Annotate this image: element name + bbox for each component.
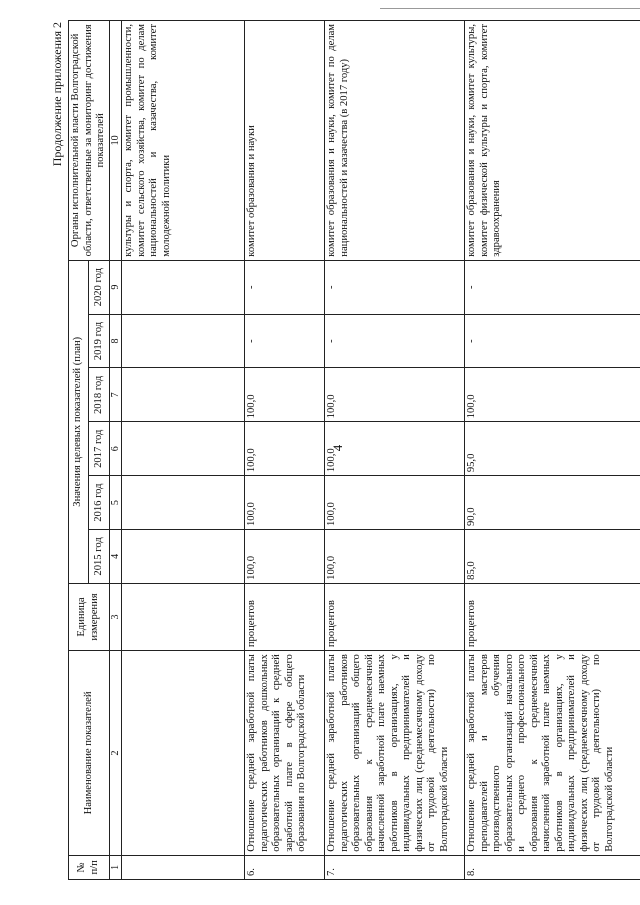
indicator-name: Отношение средней заработной платы педагогических работников дошкольных образовательных организаций к средней заработной плате в сфере общего образования по Волгоградской области [245,651,325,856]
column-number: 2 [109,651,122,856]
value-cell: 100,0 [245,530,325,584]
header-targets-group: Значения целевых показателей (план) [69,260,89,583]
indicators-table [68,20,640,880]
table-row [325,21,465,880]
table-row-continued [122,21,245,880]
value-cell: 100,0 [245,422,325,476]
header-year: 2018 год [89,368,109,422]
table-row [245,21,325,880]
value-cell: - [245,314,325,368]
rotated-page [50,20,635,880]
unit-cell: процентов [245,583,325,650]
org-cell: комитет образования и науки [245,21,325,261]
row-number: 6. [245,855,325,879]
column-number: 6 [109,422,122,476]
header-year: 2019 год [89,314,109,368]
header-org: Органы исполнительной власти Волгоградской области, ответственные за мониторинг достижения показателей [69,21,110,261]
row-number: 7. [325,855,465,879]
column-number: 1 [109,855,122,879]
header-unit: Единица измерения [69,583,110,650]
value-cell: 85,0 [465,530,640,584]
value-cell: 95,0 [465,422,640,476]
column-number: 9 [109,260,122,314]
indicator-name: Отношение средней заработной платы преподавателей и мастеров производственного обучения образовательных организаций начального и среднего профессионального образования к среднемесячной начисленной заработной плате наемных работников в организациях, у индивидуальных предпринимателей и физических лиц (среднемесячному доходу от трудовой деятельности) по Волгоградской области [465,651,640,856]
column-number: 3 [109,583,122,650]
column-number: 7 [109,368,122,422]
top-rule [380,8,640,9]
header-year: 2016 год [89,476,109,530]
value-cell: - [325,260,465,314]
value-cell: - [325,314,465,368]
unit-cell: процентов [325,583,465,650]
column-numbers-row [109,21,122,880]
header-year: 2017 год [89,422,109,476]
value-cell: 100,0 [325,422,465,476]
value-cell: 100,0 [245,368,325,422]
unit-cell: процентов [465,583,640,650]
value-cell: 100,0 [465,368,640,422]
header-year: 2015 год [89,530,109,584]
value-cell: - [465,314,640,368]
header-no: № п/п [69,855,110,879]
header-name: Наименование показателей [69,651,110,856]
value-cell: 100,0 [325,368,465,422]
value-cell: 90,0 [465,476,640,530]
org-cell: комитет образования и науки, комитет по делам национальностей и казачества (в 2017 году) [325,21,465,261]
table-row [465,21,640,880]
column-number: 8 [109,314,122,368]
value-cell: - [465,260,640,314]
indicator-name: Отношение средней заработной платы педагогических работников образовательных организаций общего образования к среднемесячной начисленной заработной плате наемных работников в организациях, у индивидуальных предпринимателей и физических лиц (среднемесячному доходу от трудовой деятельности) по Волгоградской области [325,651,465,856]
row-number: 8. [465,855,640,879]
continuation-label: Продолжение приложения 2 [50,22,64,167]
page-number: 4 [330,444,345,452]
value-cell: 100,0 [325,530,465,584]
header-row-1 [69,21,89,880]
column-number: 4 [109,530,122,584]
column-number: 5 [109,476,122,530]
org-cell: культуры и спорта, комитет промышленности, комитет сельского хозяйства, комитет по делам национальностей и казачества, комитет молодежной политики [122,21,245,261]
value-cell: - [245,260,325,314]
value-cell: 100,0 [245,476,325,530]
column-number: 10 [109,21,122,261]
value-cell: 100,0 [325,476,465,530]
header-year: 2020 год [89,260,109,314]
org-cell: комитет образования и науки, комитет культуры, комитет физической культуры и спорта, комитет здравоохранения [465,21,640,261]
